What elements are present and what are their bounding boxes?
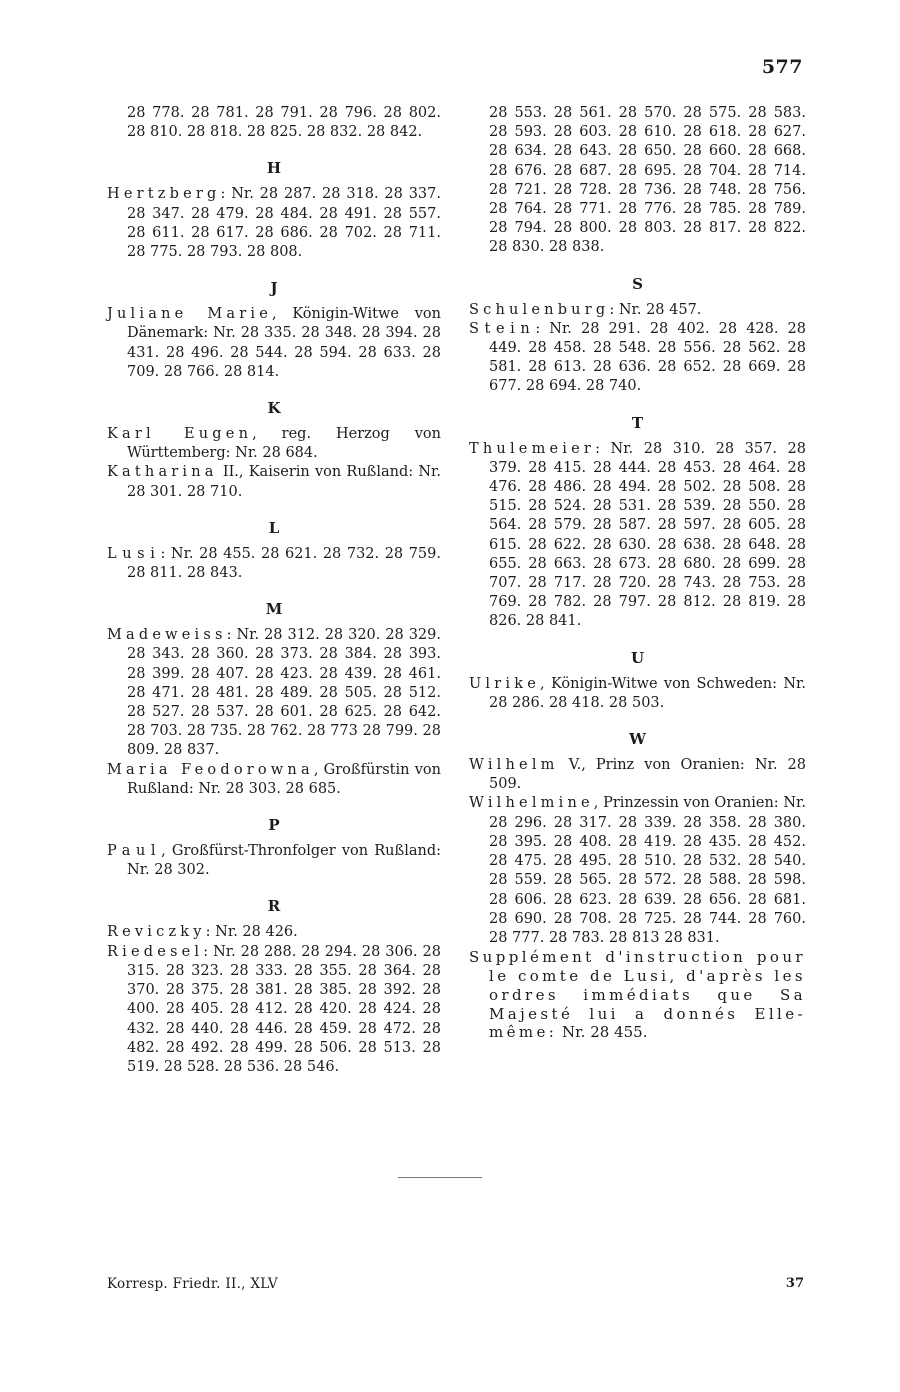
index-entry-continuation: [469, 104, 806, 258]
index-entry-reviczky: [107, 923, 441, 942]
entry-references: 28 553. 28 561. 28 570. 28 575. 28 583. 28 593. 28 603. 28 610. 28 618. 28 627. 28 634. 28 643. 28 650. 28 660. 28 668. 28 676. 28 687. 28 695. 28 704. 28 714. 28 721. 28 728. 28 736. 28 748. 28 756. 28 764. 28 771. 28 776. 28 785. 28 789. 28 794. 28 800. 28 803. 28 817. 28 822. 28 830. 28 838.: [489, 105, 806, 256]
entry-references: : Nr. 28 310. 28 357. 28 379. 28 415. 28 444. 28 453. 28 464. 28 476. 28 486. 28 494. 28 502. 28 508. 28 515. 28 524. 28 531. 28 539. 28 550. 28 564. 28 579. 28 587. 28 597. 28 605. 28 615. 28 622. 28 630. 28 638. 28 648. 28 655. 28 663. 28 673. 28 680. 28 699. 28 707. 28 717. 28 720. 28 743. 28 753. 28 769. 28 782. 28 797. 28 812. 28 819. 28 826. 28 841.: [489, 440, 806, 630]
supplement-title: Supplément d'instruction pour le comte de Lusi, d'après les ordres immédiats que Sa Majesté lui a donnés Elle-même:: [469, 948, 806, 1042]
index-entry-hertzberg: [107, 185, 441, 262]
letter-heading-w: W: [629, 730, 646, 749]
index-entry-wilhelm: [469, 756, 806, 794]
entry-references: : Nr. 28 457.: [609, 301, 702, 318]
entry-name: Schulenburg: [469, 301, 610, 318]
letter-heading-k: K: [267, 399, 281, 418]
entry-name: Karl Eugen: [107, 426, 253, 443]
entry-references: , reg. Herzog von Württemberg: Nr. 28 684.: [127, 426, 441, 462]
index-column-right: [469, 104, 806, 1042]
letter-heading-s: S: [632, 274, 643, 293]
supplement-reference: Nr. 28 455.: [557, 1023, 648, 1042]
entry-name: Paul: [107, 843, 162, 860]
index-entry-wilhelmine: [469, 794, 806, 948]
entry-name: Ulrike: [469, 675, 540, 692]
entry-references: : Nr. 28 312. 28 320. 28 329. 28 343. 28 360. 28 373. 28 384. 28 393. 28 399. 28 407. 28 423. 28 439. 28 461. 28 471. 28 481. 28 489. 28 505. 28 512. 28 527. 28 537. 28 601. 28 625. 28 642. 28 703. 28 735. 28 762. 28 773 28 799. 28 809. 28 837.: [127, 627, 441, 759]
entry-references: : Nr. 28 287. 28 318. 28 337. 28 347. 28 479. 28 484. 28 491. 28 557. 28 611. 28 617. 28 686. 28 702. 28 711. 28 775. 28 793. 28 808.: [127, 186, 441, 261]
entry-name: Hertzberg: [107, 186, 221, 203]
entry-name: Katharina: [107, 464, 218, 481]
letter-heading-h: H: [266, 159, 282, 178]
entry-references: , Großfürstin von Rußland: Nr. 28 303. 28 685.: [127, 761, 441, 797]
index-entry-stein: [469, 320, 806, 397]
entry-references: : Nr. 28 291. 28 402. 28 428. 28 449. 28 458. 28 548. 28 556. 28 562. 28 581. 28 613. 28 636. 28 652. 28 669. 28 677. 28 694. 28 740.: [489, 320, 806, 395]
index-entry-schulenburg: [469, 301, 806, 320]
supplement-entry: [469, 948, 806, 1042]
letter-heading-m: M: [265, 600, 283, 619]
index-entry-ulrike: [469, 675, 806, 713]
index-entry-maria-feodorowna: [107, 761, 441, 799]
index-entry-lusi: [107, 545, 441, 583]
index-entry-karl-eugen: [107, 425, 441, 463]
index-column-left: [107, 104, 441, 1077]
footer-signature: 37: [785, 1276, 804, 1291]
entry-name: Wilhelmine: [469, 795, 594, 812]
index-entry-juliane-marie: [107, 305, 441, 382]
index-entry-continuation: [107, 104, 441, 142]
entry-name: Thulemeier: [469, 440, 596, 457]
entry-references: : Nr. 28 455. 28 621. 28 732. 28 759. 28 811. 28 843.: [127, 545, 441, 582]
entry-name: Wilhelm: [469, 757, 559, 774]
entry-references: , Prinzessin von Oranien: Nr. 28 296. 28 317. 28 339. 28 358. 28 380. 28 395. 28 408. 28 419. 28 435. 28 452. 28 475. 28 495. 28 510. 28 532. 28 540. 28 559. 28 565. 28 572. 28 588. 28 598. 28 606. 28 623. 28 639. 28 656. 28 681. 28 690. 28 708. 28 725. 28 744. 28 760. 28 777. 28 783. 28 813 28 831.: [489, 795, 806, 946]
entry-name: Riedesel: [107, 943, 204, 960]
entry-references: II., Kaiserin von Rußland: Nr. 28 301. 28 710.: [127, 464, 441, 500]
letter-heading-j: J: [270, 279, 278, 298]
letter-heading-r: R: [267, 897, 281, 916]
letter-heading-l: L: [268, 518, 280, 537]
entry-name: Maria Feodorowna: [107, 761, 314, 778]
entry-references: , Großfürst-Thronfolger von Rußland: Nr. 28 302.: [127, 843, 441, 879]
entry-name: Juliane Marie: [107, 306, 272, 323]
entry-name: Lusi: [107, 545, 161, 562]
index-entry-katharina: [107, 463, 441, 501]
index-entry-paul: [107, 842, 441, 880]
letter-heading-t: T: [631, 413, 644, 432]
page-number: 577: [761, 56, 803, 78]
entry-references: : Nr. 28 288. 28 294. 28 306. 28 315. 28 323. 28 333. 28 355. 28 364. 28 370. 28 375. 28 381. 28 385. 28 392. 28 400. 28 405. 28 412. 28 420. 28 424. 28 432. 28 440. 28 446. 28 459. 28 472. 28 482. 28 492. 28 499. 28 506. 28 513. 28 519. 28 528. 28 536. 28 546.: [127, 943, 441, 1075]
separator-rule: [398, 1177, 482, 1178]
entry-references: : Nr. 28 426.: [205, 924, 298, 941]
entry-name: Stein: [469, 320, 536, 337]
letter-heading-u: U: [630, 648, 645, 667]
index-entry-madeweiss: [107, 626, 441, 760]
entry-references: 28 778. 28 781. 28 791. 28 796. 28 802. 28 810. 28 818. 28 825. 28 832. 28 842.: [127, 105, 441, 141]
entry-name: Madeweiss: [107, 627, 227, 644]
letter-heading-p: P: [268, 816, 280, 835]
entry-references: , Königin-Witwe von Dänemark: Nr. 28 335. 28 348. 28 394. 28 431. 28 496. 28 544. 28 594. 28 633. 28 709. 28 766. 28 814.: [127, 306, 441, 380]
footer-volume-title: Korresp. Friedr. II., XLV: [107, 1276, 278, 1292]
entry-name: Reviczky: [107, 924, 206, 941]
index-entry-riedesel: [107, 943, 441, 1077]
entry-references: V., Prinz von Oranien: Nr. 28 509.: [489, 757, 806, 793]
entry-references: , Königin-Witwe von Schweden: Nr. 28 286. 28 418. 28 503.: [489, 675, 806, 711]
index-entry-thulemeier: [469, 440, 806, 632]
